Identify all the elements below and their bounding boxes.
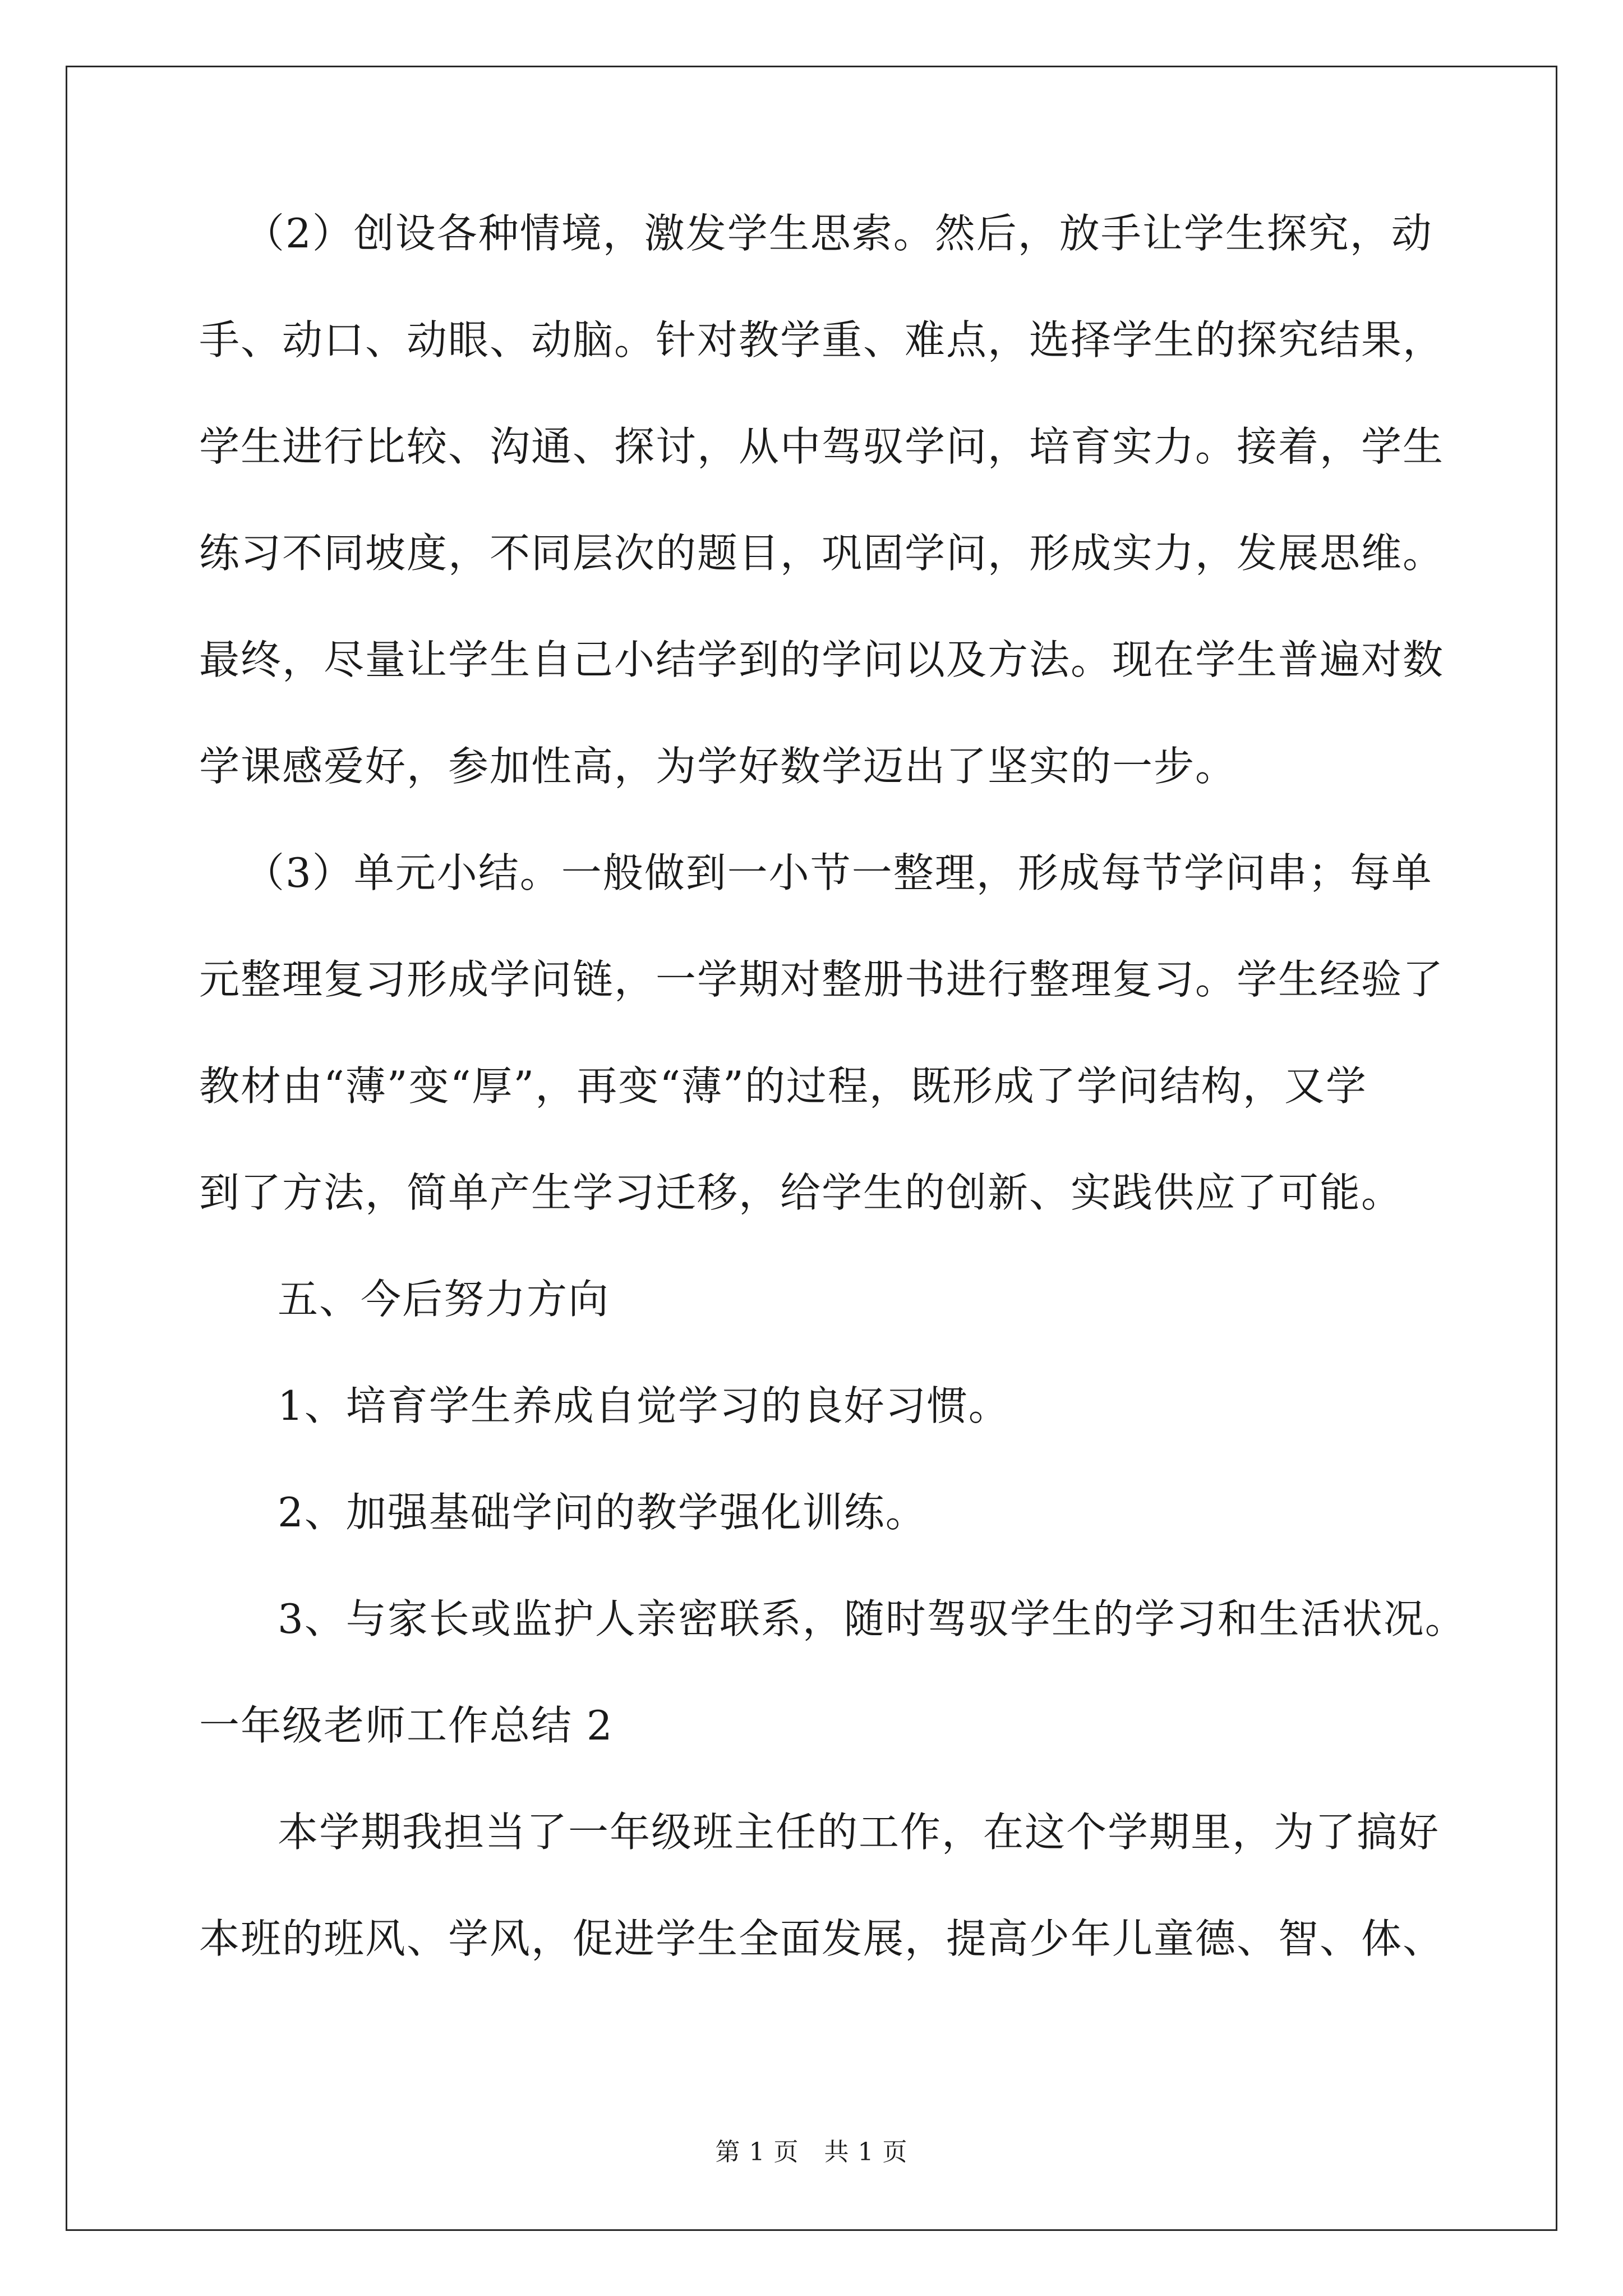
page-border bbox=[66, 66, 1557, 2231]
section-heading: 五、今后努力方向 bbox=[278, 1276, 610, 1323]
paragraph-line: 最终，尽量让学生自己小结学到的学问以及方法。现在学生普遍对数 bbox=[199, 636, 1445, 683]
list-item: 2、加强基础学问的教学强化训练。 bbox=[278, 1489, 927, 1536]
paragraph-line: 到了方法，简单产生学习迁移，给学生的创新、实践供应了可能。 bbox=[199, 1169, 1403, 1216]
paragraph-line: 本班的班风、学风，促进学生全面发展，提高少年儿童德、智、体、 bbox=[199, 1915, 1445, 1962]
paragraph-line: 练习不同坡度，不同层次的题目，巩固学问，形成实力，发展思维。 bbox=[199, 530, 1445, 577]
list-item: 1、培育学生养成自觉学习的良好习惯。 bbox=[278, 1382, 1010, 1429]
paragraph-line: 教材由“薄”变“厚”，再变“薄”的过程，既形成了学问结构，又学 bbox=[199, 1062, 1367, 1110]
paragraph-line: 本学期我担当了一年级班主任的工作，在这个学期里，为了搞好 bbox=[278, 1809, 1440, 1856]
list-item: 3、与家长或监护人亲密联系，随时驾驭学生的学习和生活状况。 bbox=[278, 1595, 1467, 1642]
paragraph-line: 学课感爱好，参加性高，为学好数学迈出了坚实的一步。 bbox=[199, 743, 1237, 790]
paragraph-line: （3）单元小结。一般做到一小节一整理，形成每节学问串；每单 bbox=[244, 849, 1433, 896]
paragraph-line: 手、动口、动眼、动脑。针对教学重、难点，选择学生的探究结果， bbox=[199, 316, 1445, 364]
document-title: 一年级老师工作总结 2 bbox=[199, 1702, 614, 1749]
paragraph-line: 学生进行比较、沟通、探讨，从中驾驭学问，培育实力。接着，学生 bbox=[199, 423, 1445, 470]
paragraph-line: （2）创设各种情境，激发学生思索。然后，放手让学生探究，动 bbox=[244, 210, 1433, 257]
page-number-footer: 第 1 页 共 1 页 bbox=[715, 2138, 908, 2166]
paragraph-line: 元整理复习形成学问链，一学期对整册书进行整理复习。学生经验了 bbox=[199, 956, 1445, 1003]
